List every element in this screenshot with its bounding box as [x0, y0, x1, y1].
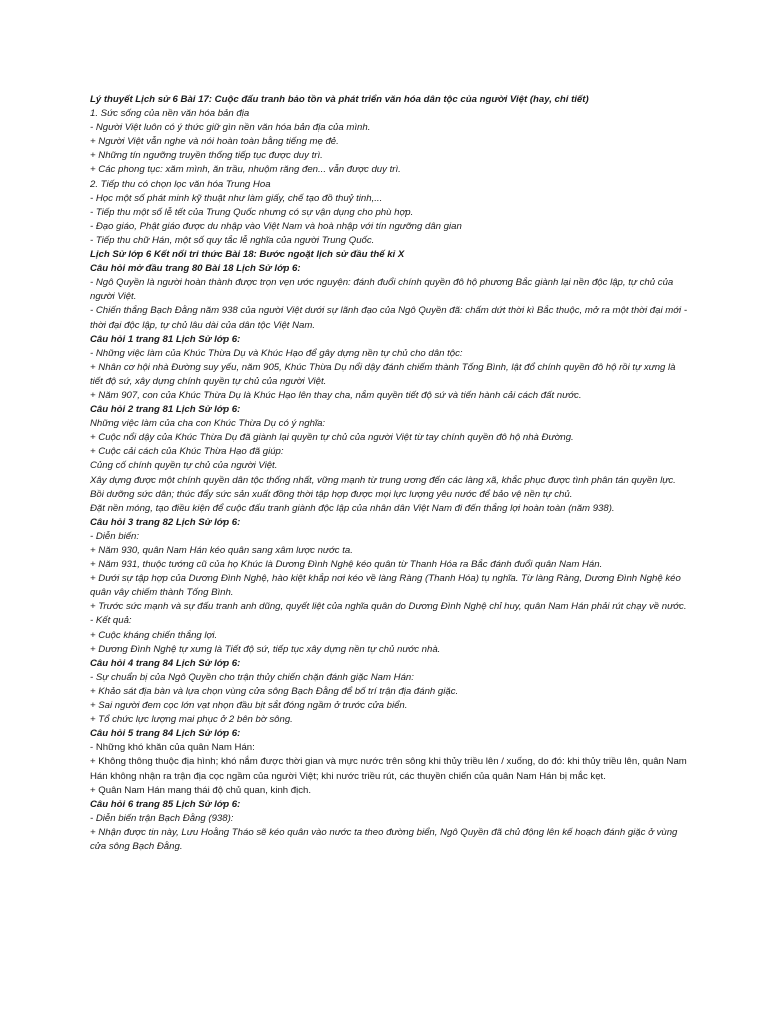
text-line: - Sự chuẩn bị của Ngô Quyền cho trận thủy chiến chặn đánh giặc Nam Hán:: [90, 671, 414, 683]
text-line: + Dương Đình Nghệ tự xưng là Tiết độ sứ, tiếp tục xây dựng nền tự chủ nước nhà.: [90, 643, 441, 655]
text-line: + Tổ chức lực lượng mai phục ở 2 bên bờ sông.: [90, 714, 293, 726]
text-line: - Những khó khăn của quân Nam Hán:: [90, 742, 255, 754]
text-line: + Cuộc cải cách của Khúc Thừa Hạo đã giúp:: [90, 446, 284, 458]
text-line: Những việc làm của cha con Khúc Thừa Dụ có ý nghĩa:: [90, 418, 326, 430]
text-line: + Nhận được tin này, Lưu Hoằng Tháo sẽ kéo quân vào nước ta theo đường biển, Ngô Quyền đã chủ động lên kế hoạch đánh giặc ở vùng cửa sông Bạch Đằng.: [90, 826, 678, 852]
text-line: 1. Sức sống của nền văn hóa bản địa: [90, 108, 250, 120]
section-heading: Câu hỏi 5 trang 84 Lịch Sử lớp 6:: [90, 728, 241, 740]
section-heading: Câu hỏi 3 trang 82 Lịch Sử lớp 6:: [90, 516, 241, 528]
text-line: - Chiến thắng Bạch Đằng năm 938 của người Việt dưới sự lãnh đạo của Ngô Quyền đã: chấm dứt thời kì Bắc thuộc, mở ra một thời đại mới - thời đại độc lập, tự chủ lâu dài của dân tộc Việt Nam.: [90, 305, 688, 331]
section-heading: Câu hỏi mở đầu trang 80 Bài 18 Lịch Sử lớp 6:: [90, 263, 301, 275]
document-body: [90, 93, 690, 854]
text-line: - Tiếp thu một số lễ tết của Trung Quốc nhưng có sự vận dụng cho phù hợp.: [90, 206, 414, 218]
text-line: + Năm 907, con của Khúc Thừa Dụ là Khúc Hạo lên thay cha, nắm quyền tiết độ sứ và tiến hành cải cách đất nước.: [90, 389, 582, 401]
text-line: + Cuộc nổi dậy của Khúc Thừa Dụ đã giành lại quyền tự chủ của người Việt từ tay chính quyền đô hộ nhà Đường.: [90, 432, 574, 444]
text-line: + Cuộc kháng chiến thắng lợi.: [90, 629, 218, 641]
text-line: + Quân Nam Hán mang thái độ chủ quan, kinh địch.: [90, 784, 312, 796]
text-line: - Tiếp thu chữ Hán, một số quy tắc lễ nghĩa của người Trung Quốc.: [90, 234, 375, 246]
text-line: + Năm 931, thuộc tướng cũ của họ Khúc là Dương Đình Nghệ kéo quân từ Thanh Hóa ra Bắc đánh đuổi quân Nam Hán.: [90, 559, 603, 571]
section-heading: Lý thuyết Lịch sử 6 Bài 17: Cuộc đấu tranh bảo tồn và phát triển văn hóa dân tộc của người Việt (hay, chi tiết): [90, 94, 589, 105]
text-line: Xây dựng được một chính quyền dân tộc thống nhất, vững mạnh từ trung ương đến các làng xã, khắc phục được tình phân tán quyền lực.: [90, 474, 676, 486]
text-line: + Những tín ngưỡng truyền thống tiếp tục được duy trì.: [90, 150, 323, 162]
text-line: + Năm 930, quân Nam Hán kéo quân sang xâm lược nước ta.: [90, 545, 353, 556]
text-line: - Đạo giáo, Phật giáo được du nhập vào Việt Nam và hoà nhập với tín ngưỡng dân gian: [90, 220, 462, 232]
text-line: - Học một số phát minh kỹ thuật như làm giấy, chế tạo đồ thuỷ tinh,...: [90, 192, 383, 204]
text-line: 2. Tiếp thu có chọn lọc văn hóa Trung Hoa: [90, 178, 271, 190]
text-line: - Kết quả:: [90, 615, 132, 627]
text-line: Củng cố chính quyền tự chủ của người Việt.: [90, 460, 278, 472]
text-line: + Trước sức mạnh và sự đấu tranh anh dũng, quyết liệt của nghĩa quân do Dương Đình Nghệ chỉ huy, quân Nam Hán phải rút chạy về nước.: [90, 601, 687, 613]
text-line: + Sai người đem cọc lớn vạt nhọn đầu bịt sắt đóng ngầm ở trước cửa biển.: [90, 700, 408, 712]
section-heading: Câu hỏi 4 trang 84 Lịch Sử lớp 6:: [90, 657, 241, 669]
section-heading: Câu hỏi 6 trang 85 Lịch Sử lớp 6:: [90, 798, 241, 810]
text-line: Bồi dưỡng sức dân; thúc đẩy sức sản xuất đồng thời tập hợp được mọi lực lượng yêu nước để bảo vệ nền tự chủ.: [90, 488, 573, 500]
text-line: + Nhân cơ hội nhà Đường suy yếu, năm 905, Khúc Thừa Dụ nổi dậy đánh chiếm thành Tống Bình, lật đổ chính quyền đô hộ rồi tự xưng là tiết độ sứ, xây dựng chính quyền tự chủ của người Việt.: [90, 361, 676, 387]
text-line: Đặt nền móng, tạo điều kiện để cuộc đấu tranh giành độc lập của nhân dân Việt Nam đi đến thắng lợi hoàn toàn (năm 938).: [90, 502, 615, 514]
section-heading: Câu hỏi 2 trang 81 Lịch Sử lớp 6:: [90, 404, 241, 416]
text-line: - Những việc làm của Khúc Thừa Dụ và Khúc Hạo để gây dựng nền tự chủ cho dân tộc:: [90, 347, 463, 359]
text-line: - Diễn biến trận Bạch Đằng (938):: [90, 812, 234, 824]
text-line: + Người Việt vẫn nghe và nói hoàn toàn bằng tiếng mẹ đẻ.: [90, 136, 339, 148]
text-line: + Các phong tục: xăm mình, ăn trầu, nhuộm răng đen... vẫn được duy trì.: [90, 164, 401, 176]
text-line: + Không thông thuộc địa hình; khó nắm được thời gian và mực nước trên sông khi thủy triều lên / xuống, do đó: khi thủy triều lên, quân Nam Hán không nhận ra trận địa cọc ngầm của người Việt; khi nước triều rút, các thuyền chiến của quân Nam Hán bị mắc kẹt.: [90, 756, 687, 782]
text-line: - Diễn biến:: [90, 530, 140, 542]
text-line: + Dưới sự tập hợp của Dương Đình Nghệ, hào kiệt khắp nơi kéo về làng Ràng (Thanh Hóa) tụ nghĩa. Từ làng Ràng, Dương Đình Nghệ kéo quân vây chiếm thành Tống Bình.: [90, 573, 681, 599]
text-line: - Người Việt luôn có ý thức giữ gìn nền văn hóa bản địa của mình.: [90, 122, 371, 134]
section-heading: Lịch Sử lớp 6 Kết nối tri thức Bài 18: Bước ngoặt lịch sử đầu thế kỉ X: [90, 249, 405, 261]
text-line: + Khảo sát địa bàn và lựa chọn vùng cửa sông Bạch Đằng để bố trí trận địa đánh giặc.: [90, 685, 459, 697]
section-heading: Câu hỏi 1 trang 81 Lịch Sử lớp 6:: [90, 333, 241, 345]
text-line: - Ngô Quyền là người hoàn thành được trọn vẹn ước nguyện: đánh đuổi chính quyền đô hộ phương Bắc giành lại nền độc lập, tự chủ của người Việt.: [90, 277, 674, 303]
